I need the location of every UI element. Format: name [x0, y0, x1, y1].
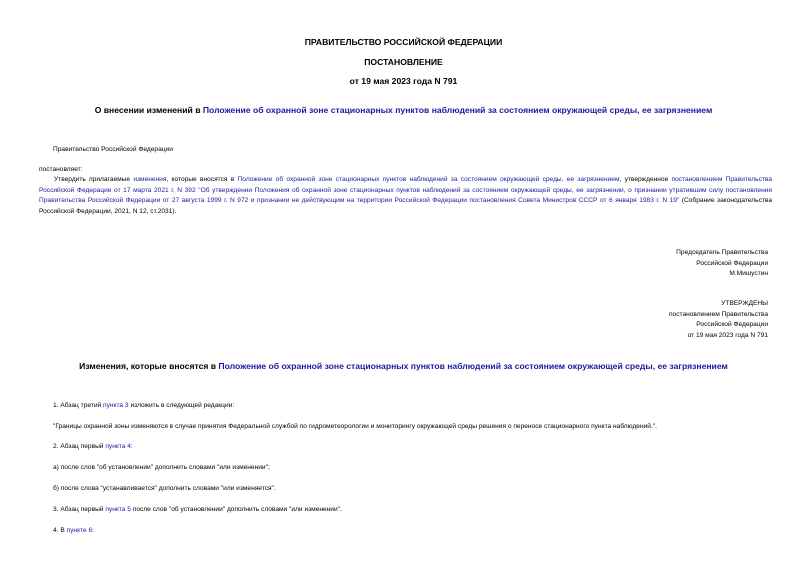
government-heading: ПРАВИТЕЛЬСТВО РОССИЙСКОЙ ФЕДЕРАЦИИ: [304, 37, 503, 47]
decides-line: постановляет:: [39, 166, 83, 173]
item-3-text-a: 3. Абзац первый: [53, 506, 106, 513]
title-prefix: О внесении изменений в: [94, 105, 203, 115]
date-number-heading: от 19 мая 2023 года N 791: [349, 76, 458, 86]
signature-line-1: Председатель Правительства: [676, 249, 768, 256]
item-4-text-b: :: [92, 527, 94, 534]
item-1-text-a: 1. Абзац третий: [53, 402, 104, 409]
approval-line-1: УТВЕРЖДЕНЫ: [721, 300, 768, 307]
p1-link-changes[interactable]: изменения: [133, 176, 167, 183]
item-4-text-a: 4. В: [53, 527, 67, 534]
item-2-text-a: 2. Абзац первый: [53, 443, 106, 450]
item-3: [53, 506, 342, 513]
p1-text-d: (Собрание законодательства Российской Федерации, 2021, N 12, ст.2031).: [39, 197, 772, 215]
item-3-link[interactable]: пункта 5: [105, 506, 131, 513]
government-line: Правительство Российской Федерации: [53, 146, 173, 153]
item-2-sub-b: б) после слова "устанавливается" дополнить словами "или изменяется".: [53, 485, 276, 492]
item-1-link[interactable]: пункта 3: [103, 402, 129, 409]
document-type-heading: ПОСТАНОВЛЕНИЕ: [364, 57, 443, 67]
signature-block: [676, 248, 768, 280]
p1-text-c: , утвержденное: [619, 176, 672, 183]
item-2-link[interactable]: пункта 4: [105, 443, 131, 450]
main-paragraph: [39, 175, 772, 217]
item-3-text-b: после слов "об установлении" дополнить словами "или изменении".: [130, 506, 342, 513]
approval-line-3: Российской Федерации: [696, 321, 768, 329]
p1-text-b: , которые вносятся в: [166, 176, 238, 183]
item-1-text-b: изложить в следующей редакции:: [128, 402, 235, 409]
item-4-link[interactable]: пункте 6: [66, 527, 93, 534]
item-2-sub-a: а) после слов "об установлении" дополнить словами "или изменении";: [53, 464, 270, 471]
approval-line-4: от 19 мая 2023 года N 791: [687, 331, 768, 339]
p1-link-regulation[interactable]: Положение об охранной зоне стационарных пунктов наблюдений за состоянием окружающей среды, ее загрязнением: [237, 176, 620, 183]
changes-title-prefix: Изменения, которые вносятся в: [79, 361, 219, 371]
item-2: [53, 443, 133, 450]
approval-block: [669, 299, 768, 341]
p1-link-resolution[interactable]: постановлением Правительства Российской Федерации от 17 марта 2021 г. N 392 "Об утверждении Положения об охранной зоне стационарных пунктов наблюдений за состоянием окружающей среды, ее загрязнении, о признании утратившим силу постановления Правительства Российской Федерации от 27 августа 1999 г. N 972 и признании не действующим на территории Российской Федерации постановления Совета Министров СССР от 6 января 1983 г. N 19": [39, 176, 772, 205]
item-4: [53, 527, 94, 534]
changes-title-link[interactable]: Положение об охранной зоне стационарных пунктов наблюдений за состоянием окружающей среды, ее загрязнением: [218, 361, 728, 371]
item-1: [53, 402, 234, 409]
signature-line-3: М.Мишустин: [729, 270, 768, 278]
title-link[interactable]: Положение об охранной зоне стационарных пунктов наблюдений за состоянием окружающей среды, ее загрязнением: [202, 105, 713, 115]
document-title: [0, 105, 807, 115]
p1-text-a: Утвердить прилагаемые: [54, 176, 134, 183]
approval-line-2: постановлением Правительства: [668, 310, 768, 318]
changes-title: [0, 361, 807, 371]
item-2-text-b: :: [130, 443, 133, 450]
signature-line-2: Российской Федерации: [696, 259, 768, 267]
item-1-quote: "Границы охранной зоны изменяются в случае принятия Федеральной службой по гидрометеорологии и мониторингу окружающей среды решения о переносе стационарного пункта наблюдений.".: [53, 423, 657, 430]
